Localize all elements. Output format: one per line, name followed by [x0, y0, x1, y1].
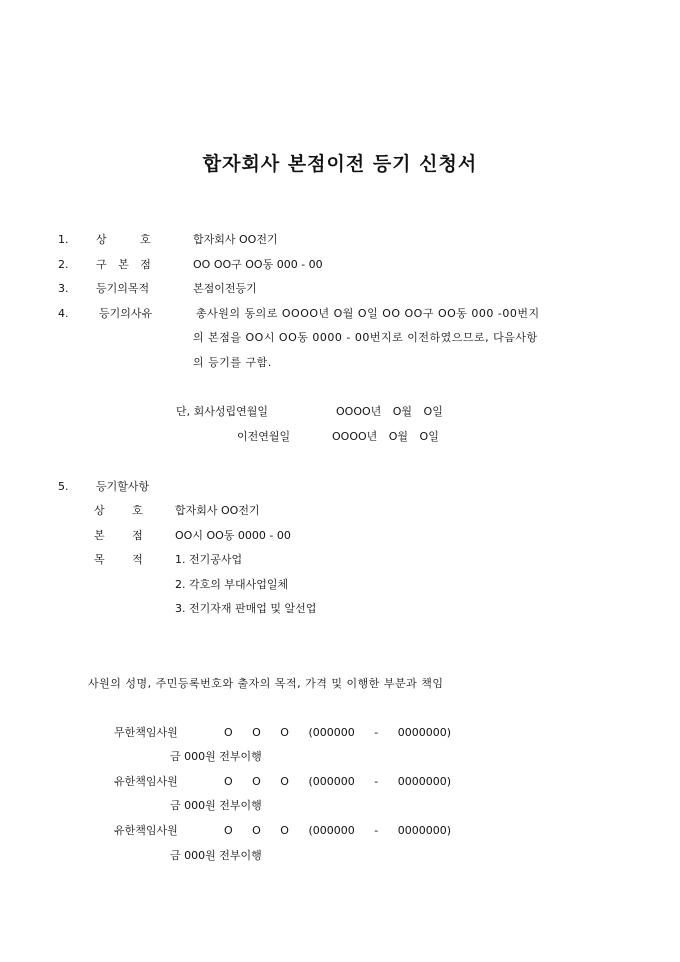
member-3-name: O O O (000000 - 0000000): [224, 824, 451, 837]
registration-hq-value: OO시 OO동 0000 - 00: [175, 529, 291, 542]
members-heading: 사원의 성명, 주민등록번호와 출자의 목적, 가격 및 이행한 부분과 책임: [88, 677, 444, 690]
purpose-item-2: 2. 각호의 부대사업일체: [175, 578, 289, 591]
item-3-value: 본점이전등기: [193, 282, 257, 295]
member-3-payment: 금 000원 전부이행: [170, 849, 262, 862]
move-date-label: 이전연월일: [237, 430, 291, 443]
document-title: 합자회사 본점이전 등기 신청서: [202, 153, 478, 175]
member-1-payment: 금 000원 전부이행: [170, 750, 262, 763]
item-4-reason-line-1: 총사원의 동의로 OOOO년 O월 O일 OO OO구 OO동 000 -00번지: [196, 307, 540, 320]
member-3-type: 유한책임사원: [114, 824, 178, 837]
item-2-number: 2.: [58, 258, 69, 271]
member-2-payment: 금 000원 전부이행: [170, 799, 262, 812]
item-4-reason-line-3: 의 등기를 구함.: [193, 356, 272, 369]
member-2-type: 유한책임사원: [114, 775, 178, 788]
item-1-number: 1.: [58, 233, 69, 246]
item-4-label: 등기의사유: [99, 307, 153, 320]
purpose-item-3: 3. 전기자재 판매업 및 알선업: [175, 602, 317, 615]
item-5-label: 등기할사항: [96, 480, 150, 493]
registration-name-label: 상 호: [94, 504, 143, 517]
founding-date-value: OOOO년 O월 O일: [336, 405, 443, 418]
item-4-reason-line-2: 의 본점을 OO시 OO동 0000 - 00번지로 이전하였으므로, 다음사항: [193, 331, 538, 344]
member-1-type: 무한책임사원: [114, 726, 178, 739]
item-4-number: 4.: [58, 307, 69, 320]
item-3-label: 등기의목적: [96, 282, 150, 295]
item-5-number: 5.: [58, 480, 69, 493]
item-2-label: 구 본 점: [96, 258, 151, 271]
move-date-value: OOOO년 O월 O일: [332, 430, 439, 443]
founding-date-label: 단, 회사성립연월일: [176, 405, 269, 418]
member-1-name: O O O (000000 - 0000000): [224, 726, 451, 739]
registration-name-value: 합자회사 OO전기: [175, 504, 260, 517]
item-2-value: OO OO구 OO동 000 - 00: [193, 258, 323, 271]
registration-purpose-label: 목 적: [94, 553, 143, 566]
item-3-number: 3.: [58, 282, 69, 295]
purpose-item-1: 1. 전기공사업: [175, 553, 243, 566]
registration-hq-label: 본 점: [94, 529, 143, 542]
item-1-label: 상 호: [96, 233, 151, 246]
item-1-value: 합자회사 OO전기: [193, 233, 278, 246]
member-2-name: O O O (000000 - 0000000): [224, 775, 451, 788]
